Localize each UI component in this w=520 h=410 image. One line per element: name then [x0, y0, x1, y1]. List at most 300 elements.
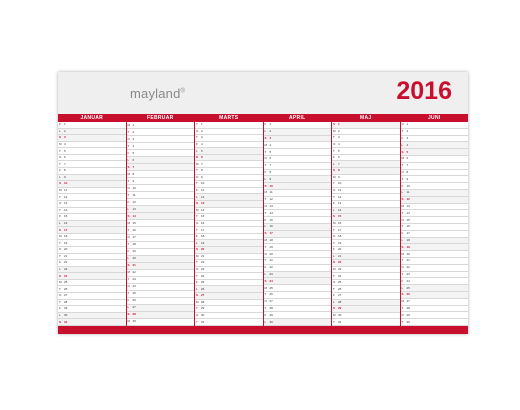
day-row: [264, 217, 332, 224]
day-number: 25: [132, 291, 136, 296]
day-row: [264, 129, 332, 136]
day-row: [195, 188, 263, 195]
day-row: [127, 178, 195, 185]
day-row: [127, 164, 195, 171]
weekday-letter: O: [264, 156, 267, 161]
day-number: 17: [64, 227, 68, 232]
weekday-letter: O: [264, 299, 267, 304]
day-number: 16: [269, 224, 273, 229]
weekday-letter: O: [401, 312, 404, 317]
day-number: 5: [269, 149, 272, 154]
day-row: [401, 292, 469, 299]
day-row: [332, 319, 400, 326]
weekday-letter: S: [401, 149, 404, 154]
day-number: 11: [132, 192, 136, 197]
day-number: 17: [338, 227, 342, 232]
day-number: 11: [201, 188, 205, 193]
weekday-letter: M: [401, 251, 404, 256]
day-row: [58, 161, 126, 168]
weekday-letter: L: [333, 207, 335, 212]
weekday-letter: S: [264, 135, 267, 140]
day-number: 24: [201, 273, 205, 278]
day-number: 21: [338, 253, 342, 258]
weekday-letter: O: [59, 155, 62, 160]
weekday-letter: S: [401, 292, 404, 297]
day-number: 12: [338, 194, 342, 199]
day-row: [401, 156, 469, 163]
day-row: [195, 161, 263, 168]
day-row: [401, 265, 469, 272]
day-number: 28: [406, 305, 410, 310]
day-number: 2: [269, 129, 272, 134]
weekday-letter: F: [264, 265, 267, 270]
weekday-letter: T: [196, 306, 198, 311]
day-row: [332, 240, 400, 247]
day-row: [332, 234, 400, 241]
day-number: 1: [201, 122, 203, 127]
weekday-letter: L: [59, 128, 61, 133]
weekday-letter: S: [59, 135, 62, 140]
weekday-letter: T: [264, 305, 267, 310]
weekday-letter: F: [264, 122, 267, 127]
weekday-letter: T: [59, 148, 61, 153]
weekday-letter: T: [127, 277, 130, 282]
weekday-letter: F: [127, 199, 130, 204]
day-row: [264, 238, 332, 245]
weekday-letter: T: [127, 178, 130, 183]
month-column-februar: [127, 114, 196, 326]
day-row: [58, 227, 126, 234]
day-number: 3: [406, 135, 409, 140]
weekday-letter: M: [127, 122, 130, 127]
day-row: [58, 208, 126, 215]
weekday-letter: S: [127, 164, 130, 169]
weekday-letter: L: [401, 237, 404, 242]
day-number: 20: [269, 251, 273, 256]
weekday-letter: M: [59, 142, 62, 147]
day-number: 25: [201, 280, 205, 285]
day-number: 15: [338, 214, 342, 219]
day-row: [127, 284, 195, 291]
day-number: 17: [406, 231, 410, 236]
day-number: 5: [338, 148, 340, 153]
day-number: 22: [338, 260, 342, 265]
weekday-letter: T: [59, 161, 61, 166]
weekday-letter: T: [59, 194, 61, 199]
day-number: 31: [338, 319, 342, 324]
day-number: 3: [64, 135, 66, 140]
day-row: [264, 142, 332, 149]
month-columns: [58, 114, 468, 326]
day-number: 8: [132, 171, 135, 176]
day-number: 10: [132, 185, 136, 190]
day-row: [127, 235, 195, 242]
day-number: 22: [64, 260, 68, 265]
day-row: [127, 122, 195, 129]
weekday-letter: M: [59, 280, 62, 285]
weekday-letter: O: [196, 174, 199, 179]
day-row: [58, 234, 126, 241]
day-row: [264, 251, 332, 258]
month-header: MARTS: [195, 114, 263, 122]
day-row: [58, 273, 126, 280]
day-number: 19: [132, 249, 136, 254]
weekday-letter: L: [59, 174, 61, 179]
weekday-letter: O: [401, 122, 404, 127]
day-number: 25: [269, 285, 273, 290]
day-number: 30: [201, 313, 205, 318]
weekday-letter: S: [127, 263, 130, 268]
day-row: [58, 155, 126, 162]
weekday-letter: S: [333, 122, 336, 127]
weekday-letter: O: [196, 267, 199, 271]
day-number: 8: [338, 168, 340, 173]
weekday-letter: M: [333, 128, 336, 133]
day-row: [332, 254, 400, 261]
weekday-letter: O: [401, 217, 404, 222]
day-row: [127, 136, 195, 143]
day-number: 5: [132, 150, 135, 155]
weekday-letter: L: [401, 142, 404, 147]
weekday-letter: L: [196, 240, 198, 245]
day-row: [332, 155, 400, 162]
day-row: [58, 240, 126, 247]
day-row: [401, 231, 469, 238]
day-row: [264, 231, 332, 238]
weekday-letter: O: [401, 169, 404, 174]
weekday-letter: M: [196, 207, 199, 212]
day-row: [195, 129, 263, 136]
weekday-letter: T: [401, 176, 404, 181]
day-number: 6: [64, 155, 66, 160]
day-row: [127, 305, 195, 312]
weekday-letter: F: [264, 312, 267, 317]
day-row: [58, 280, 126, 287]
weekday-letter: T: [59, 207, 61, 212]
weekday-letter: O: [333, 280, 336, 285]
day-row: [264, 224, 332, 231]
day-number: 28: [338, 299, 342, 304]
day-row: [332, 188, 400, 195]
day-row: [332, 122, 400, 129]
weekday-letter: M: [333, 313, 336, 318]
weekday-letter: T: [196, 227, 198, 232]
weekday-letter: F: [401, 135, 404, 140]
day-number: 12: [406, 197, 410, 202]
weekday-letter: L: [127, 157, 130, 162]
day-number: 1: [338, 122, 340, 127]
day-row: [401, 210, 469, 217]
weekday-letter: T: [59, 240, 61, 245]
day-number: 23: [64, 267, 68, 271]
day-row: [264, 176, 332, 183]
day-number: 9: [132, 178, 135, 183]
weekday-letter: O: [196, 313, 199, 318]
day-number: 21: [64, 253, 68, 258]
weekday-letter: F: [59, 214, 61, 219]
day-number: 12: [132, 199, 136, 204]
day-number: 1: [64, 122, 66, 127]
month-column-maj: [332, 114, 401, 326]
day-number: 21: [269, 258, 273, 263]
day-row: [58, 135, 126, 142]
weekday-letter: F: [127, 150, 130, 155]
day-row: [332, 208, 400, 215]
weekday-letter: M: [333, 220, 336, 225]
weekday-letter: O: [401, 265, 404, 270]
weekday-letter: L: [59, 313, 61, 318]
day-row: [264, 319, 332, 326]
weekday-letter: L: [196, 194, 198, 199]
weekday-letter: F: [333, 293, 335, 298]
day-row: [195, 227, 263, 234]
day-row: [332, 280, 400, 287]
day-number: 23: [269, 271, 273, 276]
weekday-letter: O: [264, 251, 267, 256]
day-row: [195, 306, 263, 313]
weekday-letter: S: [401, 197, 404, 202]
weekday-letter: F: [127, 249, 130, 254]
day-row: [401, 244, 469, 251]
day-row: [58, 247, 126, 254]
day-number: 2: [201, 128, 203, 133]
day-number: 18: [132, 242, 136, 247]
day-row: [264, 312, 332, 319]
day-row: [127, 270, 195, 277]
weekday-letter: T: [401, 210, 404, 215]
day-row: [401, 251, 469, 258]
day-number: 5: [64, 148, 66, 153]
weekday-letter: S: [196, 293, 199, 298]
day-row: [332, 267, 400, 274]
day-row: [195, 201, 263, 208]
day-number: 19: [201, 240, 205, 245]
day-number: 30: [406, 319, 410, 324]
weekday-letter: S: [127, 213, 130, 218]
weekday-letter: L: [401, 190, 404, 195]
day-row: [58, 122, 126, 129]
weekday-letter: T: [127, 143, 130, 148]
weekday-letter: L: [59, 220, 61, 225]
day-row: [127, 150, 195, 157]
weekday-letter: O: [127, 185, 130, 190]
weekday-letter: T: [401, 319, 404, 324]
day-row: [332, 306, 400, 313]
weekday-letter: S: [333, 168, 336, 173]
day-number: 14: [201, 207, 205, 212]
day-number: 27: [64, 293, 68, 298]
day-row: [264, 197, 332, 204]
weekday-letter: F: [196, 234, 198, 239]
day-number: 18: [406, 237, 410, 242]
day-row: [264, 299, 332, 306]
weekday-letter: T: [333, 135, 335, 140]
day-number: 12: [269, 197, 273, 202]
day-number: 16: [201, 220, 205, 225]
day-row: [195, 280, 263, 287]
day-row: [401, 129, 469, 136]
day-number: 29: [64, 306, 68, 311]
day-row: [195, 240, 263, 247]
day-number: 9: [338, 174, 340, 179]
weekday-letter: F: [401, 231, 404, 236]
day-number: 5: [201, 148, 203, 153]
day-number: 8: [201, 168, 203, 173]
day-row: [332, 148, 400, 155]
day-number: 29: [132, 319, 136, 324]
weekday-letter: S: [196, 155, 199, 160]
day-row: [264, 265, 332, 272]
weekday-letter: T: [59, 286, 61, 291]
day-row: [127, 206, 195, 213]
weekday-letter: S: [59, 319, 62, 324]
day-number: 13: [338, 201, 342, 206]
weekday-letter: L: [333, 253, 335, 258]
day-row: [332, 181, 400, 188]
day-number: 15: [64, 214, 68, 219]
weekday-letter: M: [127, 319, 130, 324]
day-row: [58, 221, 126, 228]
day-number: 17: [132, 235, 136, 240]
weekday-letter: T: [401, 129, 404, 134]
day-row: [127, 263, 195, 270]
weekday-letter: L: [264, 129, 267, 134]
day-number: 24: [64, 273, 68, 278]
day-row: [195, 319, 263, 326]
day-number: 13: [269, 203, 273, 208]
day-number: 8: [406, 169, 409, 174]
day-row: [332, 221, 400, 228]
weekday-letter: M: [59, 234, 62, 239]
day-row: [58, 214, 126, 221]
day-number: 3: [338, 135, 340, 140]
day-row: [401, 176, 469, 183]
weekday-letter: L: [401, 285, 404, 290]
day-row: [58, 168, 126, 175]
day-row: [264, 278, 332, 285]
day-number: 7: [132, 164, 135, 169]
day-row: [127, 242, 195, 249]
day-row: [127, 227, 195, 234]
day-row: [401, 312, 469, 319]
day-number: 10: [269, 183, 273, 188]
day-row: [195, 122, 263, 129]
day-number: 15: [269, 217, 273, 222]
day-row: [332, 293, 400, 300]
day-row: [58, 201, 126, 208]
day-row: [401, 306, 469, 313]
weekday-letter: F: [196, 188, 198, 193]
day-number: 18: [338, 234, 342, 239]
day-number: 2: [64, 128, 66, 133]
day-row: [127, 220, 195, 227]
day-number: 17: [201, 227, 205, 232]
day-row: [332, 247, 400, 254]
weekday-letter: T: [196, 168, 198, 173]
day-number: 27: [269, 299, 273, 304]
day-number: 23: [406, 271, 410, 276]
day-row: [58, 148, 126, 155]
day-number: 16: [338, 220, 342, 225]
weekday-letter: M: [127, 171, 130, 176]
day-row: [264, 204, 332, 211]
day-number: 20: [132, 256, 136, 261]
day-number: 20: [406, 251, 410, 256]
day-number: 9: [406, 176, 409, 181]
day-row: [264, 285, 332, 292]
weekday-letter: S: [264, 183, 267, 188]
weekday-letter: T: [264, 244, 267, 249]
weekday-letter: O: [59, 247, 62, 252]
weekday-letter: T: [333, 227, 335, 232]
day-row: [195, 273, 263, 280]
day-row: [195, 155, 263, 162]
weekday-letter: T: [59, 299, 61, 304]
weekday-letter: T: [196, 214, 198, 219]
calendar-year: 2016: [396, 77, 452, 105]
weekday-letter: M: [59, 188, 62, 193]
weekday-letter: O: [264, 203, 267, 208]
day-number: 7: [269, 163, 272, 168]
day-number: 22: [406, 265, 410, 270]
day-row: [127, 213, 195, 220]
day-number: 11: [338, 188, 342, 193]
day-row: [195, 247, 263, 254]
day-number: 1: [269, 122, 272, 127]
month-column-juni: [401, 114, 469, 326]
day-number: 26: [201, 286, 205, 291]
day-row: [195, 194, 263, 201]
weekday-letter: F: [59, 260, 61, 265]
day-row: [401, 190, 469, 197]
day-number: 22: [132, 270, 136, 275]
day-number: 2: [132, 129, 135, 134]
day-number: 29: [201, 306, 205, 311]
day-row: [264, 163, 332, 170]
day-number: 28: [201, 299, 205, 304]
weekday-letter: M: [264, 142, 267, 147]
day-number: 2: [406, 129, 409, 134]
weekday-letter: L: [196, 286, 198, 291]
day-row: [332, 142, 400, 149]
day-row: [127, 157, 195, 164]
weekday-letter: T: [196, 135, 198, 140]
day-number: 27: [132, 305, 136, 310]
day-number: 31: [201, 319, 205, 324]
weekday-letter: M: [196, 161, 199, 166]
day-row: [127, 312, 195, 319]
day-number: 13: [406, 203, 410, 208]
day-row: [195, 208, 263, 215]
weekday-letter: L: [59, 267, 61, 271]
weekday-letter: F: [196, 280, 198, 285]
weekday-letter: M: [264, 237, 267, 242]
weekday-letter: F: [333, 247, 335, 252]
brand-name: mayland: [130, 86, 181, 101]
day-row: [195, 234, 263, 241]
month-column-marts: [195, 114, 264, 326]
calendar-header: [58, 72, 468, 114]
weekday-letter: T: [59, 253, 61, 258]
day-number: 4: [338, 142, 340, 147]
day-number: 7: [406, 163, 409, 168]
weekday-letter: T: [196, 319, 198, 324]
weekday-letter: T: [127, 192, 130, 197]
day-number: 11: [64, 188, 68, 193]
weekday-letter: L: [264, 224, 267, 229]
day-number: 13: [201, 201, 205, 206]
weekday-letter: T: [196, 181, 198, 186]
